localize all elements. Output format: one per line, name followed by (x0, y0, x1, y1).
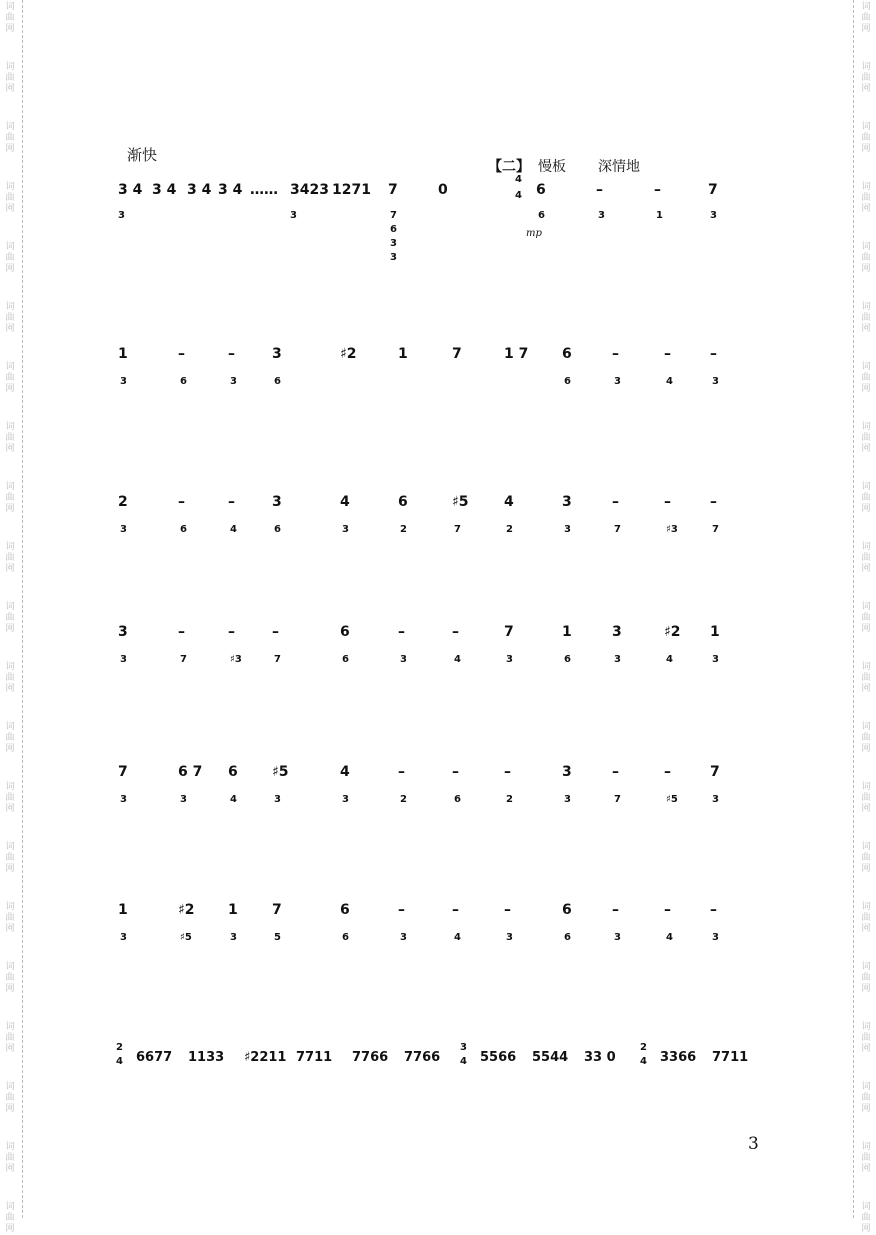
bass-note: 4 (230, 794, 237, 805)
watermark-text: 词 曲 网 (5, 362, 15, 394)
note: – (710, 494, 717, 510)
note: – (452, 624, 459, 640)
note: – (178, 624, 185, 640)
bass-note: 6 (342, 932, 349, 943)
bass-note: 2 (400, 524, 407, 535)
bass-note: 3 (614, 654, 621, 665)
bass-note: 6 (564, 376, 571, 387)
bass-note: 3 (598, 210, 605, 221)
bass-note: ♯3 (230, 654, 242, 665)
note-group: 7711 (712, 1050, 749, 1065)
intro-note: 3 4 (187, 182, 212, 198)
note: – (710, 902, 717, 918)
watermark-text: 词 曲 网 (5, 122, 15, 154)
watermark-text: 词 曲 网 (861, 602, 871, 634)
watermark-text: 词 曲 网 (861, 362, 871, 394)
note-group: 6677 (136, 1050, 173, 1065)
bass-note: 7 (454, 524, 461, 535)
note: 7 (708, 182, 718, 198)
bass-note: 3 (400, 932, 407, 943)
note: – (654, 182, 661, 198)
watermark-text: 词 曲 网 (861, 182, 871, 214)
left-margin-watermark (0, 0, 23, 1234)
note: 4 (340, 494, 350, 510)
watermark-text: 词 曲 网 (5, 1082, 15, 1114)
bass-note: 3 (564, 794, 571, 805)
intro-note: 3423 (290, 182, 329, 198)
bass-note: 3 (342, 794, 349, 805)
intro-note: 3 4 (218, 182, 243, 198)
note: 1 (228, 902, 238, 918)
bass-note: 3 (506, 654, 513, 665)
bass-note: 7 (712, 524, 719, 535)
time-sig-bottom: 4 (460, 1056, 467, 1067)
time-sig-top: 4 (515, 174, 522, 185)
watermark-text: 词 曲 网 (5, 242, 15, 274)
note: 1 (118, 902, 128, 918)
note: – (504, 902, 511, 918)
note: 4 (340, 764, 350, 780)
bass-note: 3 (180, 794, 187, 805)
bass-note: 2 (400, 794, 407, 805)
time-sig-top: 2 (116, 1042, 123, 1053)
expression-marking: 深情地 (598, 159, 640, 175)
watermark-text: 词 曲 网 (5, 782, 15, 814)
bass-note: 3 (506, 932, 513, 943)
note: 6 (340, 902, 350, 918)
note: 1 (398, 346, 408, 362)
intro-note: 7 (388, 182, 398, 198)
note: – (398, 902, 405, 918)
bass-note: 6 (342, 654, 349, 665)
bass-note: 3 (564, 524, 571, 535)
watermark-text: 词 曲 网 (5, 902, 15, 934)
intro-chord-note: 7 (390, 210, 397, 221)
note: – (664, 494, 671, 510)
note: – (452, 902, 459, 918)
note: – (398, 764, 405, 780)
time-sig-bottom: 4 (116, 1056, 123, 1067)
time-sig-bottom: 4 (640, 1056, 647, 1067)
bass-note: 7 (180, 654, 187, 665)
note: – (178, 346, 185, 362)
note: – (178, 494, 185, 510)
watermark-text: 词 曲 网 (861, 2, 871, 34)
watermark-text: 词 曲 网 (5, 602, 15, 634)
bass-note: 3 (400, 654, 407, 665)
note: 4 (504, 494, 514, 510)
intro-bass-note: 3 (118, 210, 125, 221)
note-group: 1133 (188, 1050, 225, 1065)
watermark-text: 词 曲 网 (861, 1142, 871, 1174)
note: 7 (710, 764, 720, 780)
intro-bass-note: 3 (290, 210, 297, 221)
bass-note: ♯5 (180, 932, 192, 943)
bass-note: 6 (180, 376, 187, 387)
watermark-text: 词 曲 网 (861, 1022, 871, 1054)
note: – (228, 494, 235, 510)
note: 3 (612, 624, 622, 640)
note: 7 (272, 902, 282, 918)
bass-note: 3 (120, 654, 127, 665)
time-sig-top: 2 (640, 1042, 647, 1053)
watermark-text: 词 曲 网 (5, 302, 15, 334)
bass-note: 3 (712, 794, 719, 805)
note: – (452, 764, 459, 780)
intro-label: 渐快 (127, 146, 158, 164)
right-margin-watermark (853, 0, 876, 1234)
watermark-text: 词 曲 网 (5, 842, 15, 874)
page-number: 3 (748, 1134, 759, 1154)
intro-note: …… (250, 182, 278, 198)
note: – (664, 902, 671, 918)
note: – (504, 764, 511, 780)
bass-note: 6 (180, 524, 187, 535)
watermark-text: 词 曲 网 (5, 962, 15, 994)
note-group: 33 0 (584, 1050, 616, 1065)
bass-note: 3 (230, 932, 237, 943)
watermark-text: 词 曲 网 (5, 482, 15, 514)
watermark-text: 词 曲 网 (861, 1082, 871, 1114)
note: – (612, 346, 619, 362)
note: 7 (118, 764, 128, 780)
note-group: ♯2211 (244, 1050, 287, 1065)
watermark-text: 词 曲 网 (861, 902, 871, 934)
bass-note: 6 (564, 654, 571, 665)
note: 2 (118, 494, 128, 510)
bass-note: 4 (666, 932, 673, 943)
dynamic-marking: mp (526, 228, 542, 239)
bass-note: 3 (614, 376, 621, 387)
bass-note: 3 (712, 654, 719, 665)
bass-note: 3 (712, 376, 719, 387)
bass-note: 3 (614, 932, 621, 943)
bass-note: 4 (454, 654, 461, 665)
watermark-text: 词 曲 网 (5, 182, 15, 214)
watermark-text: 词 曲 网 (861, 1202, 871, 1234)
bass-note: ♯3 (666, 524, 678, 535)
note: 6 (398, 494, 408, 510)
tempo-marking: 慢板 (538, 159, 566, 175)
note: 3 (562, 494, 572, 510)
bass-note: 3 (120, 932, 127, 943)
watermark-text: 词 曲 网 (5, 1202, 15, 1234)
bass-note: 3 (120, 794, 127, 805)
bass-note: 7 (274, 654, 281, 665)
note-group: 7766 (404, 1050, 441, 1065)
intro-note: 3 4 (152, 182, 177, 198)
note: 1 (118, 346, 128, 362)
note: 1 (710, 624, 720, 640)
watermark-text: 词 曲 网 (861, 842, 871, 874)
note: 6 (562, 346, 572, 362)
note: ♯2 (340, 346, 357, 362)
bass-note: 4 (454, 932, 461, 943)
note: – (398, 624, 405, 640)
note-group: 5566 (480, 1050, 517, 1065)
bass-note: 3 (120, 376, 127, 387)
bass-note: 4 (666, 376, 673, 387)
note: 3 (562, 764, 572, 780)
note: – (710, 346, 717, 362)
note: 1 (562, 624, 572, 640)
watermark-text: 词 曲 网 (5, 722, 15, 754)
bass-note: 7 (614, 524, 621, 535)
note: ♯5 (272, 764, 289, 780)
intro-chord-note: 3 (390, 252, 397, 263)
intro-note: 0 (438, 182, 448, 198)
note: – (228, 346, 235, 362)
watermark-text: 词 曲 网 (861, 662, 871, 694)
intro-note: 3 4 (118, 182, 143, 198)
note-group: 5544 (532, 1050, 569, 1065)
note: – (612, 902, 619, 918)
watermark-text: 词 曲 网 (861, 302, 871, 334)
note: – (612, 764, 619, 780)
bass-note: 7 (614, 794, 621, 805)
watermark-text: 词 曲 网 (861, 62, 871, 94)
bass-note: 6 (274, 524, 281, 535)
bass-note: 3 (230, 376, 237, 387)
watermark-text: 词 曲 网 (861, 482, 871, 514)
bass-note: 4 (230, 524, 237, 535)
note: ♯2 (664, 624, 681, 640)
bass-note: 6 (538, 210, 545, 221)
watermark-text: 词 曲 网 (861, 962, 871, 994)
note: – (664, 346, 671, 362)
time-sig-bottom: 4 (515, 190, 522, 201)
bass-note: 3 (710, 210, 717, 221)
watermark-text: 词 曲 网 (5, 422, 15, 454)
note: 3 (272, 494, 282, 510)
note: 3 (272, 346, 282, 362)
note: – (272, 624, 279, 640)
intro-chord-note: 3 (390, 238, 397, 249)
note: – (664, 764, 671, 780)
bass-note: 1 (656, 210, 663, 221)
watermark-text: 词 曲 网 (861, 242, 871, 274)
bass-note: 2 (506, 524, 513, 535)
note: 6 (228, 764, 238, 780)
watermark-text: 词 曲 网 (861, 542, 871, 574)
bass-note: 4 (666, 654, 673, 665)
watermark-text: 词 曲 网 (5, 542, 15, 574)
bass-note: 6 (274, 376, 281, 387)
watermark-text: 词 曲 网 (5, 1022, 15, 1054)
time-sig-top: 3 (460, 1042, 467, 1053)
watermark-text: 词 曲 网 (861, 722, 871, 754)
bass-note: 3 (712, 932, 719, 943)
note: 6 (340, 624, 350, 640)
watermark-text: 词 曲 网 (5, 1142, 15, 1174)
watermark-text: 词 曲 网 (861, 422, 871, 454)
note: ♯2 (178, 902, 195, 918)
bass-note: ♯5 (666, 794, 678, 805)
watermark-text: 词 曲 网 (5, 2, 15, 34)
watermark-text: 词 曲 网 (5, 62, 15, 94)
bass-note: 3 (120, 524, 127, 535)
note-group: 3366 (660, 1050, 697, 1065)
section-title: 【二】 (488, 159, 530, 175)
bass-note: 6 (454, 794, 461, 805)
watermark-text: 词 曲 网 (5, 662, 15, 694)
bass-note: 2 (506, 794, 513, 805)
note: 7 (504, 624, 514, 640)
note-group: 7711 (296, 1050, 333, 1065)
note: 1 7 (504, 346, 529, 362)
intro-chord-note: 6 (390, 224, 397, 235)
intro-note: 1271 (332, 182, 371, 198)
bass-note: 3 (342, 524, 349, 535)
note: ♯5 (452, 494, 469, 510)
note: 6 7 (178, 764, 203, 780)
bass-note: 5 (274, 932, 281, 943)
watermark-text: 词 曲 网 (861, 122, 871, 154)
note: – (612, 494, 619, 510)
note: 7 (452, 346, 462, 362)
note: 6 (562, 902, 572, 918)
note: – (596, 182, 603, 198)
note-group: 7766 (352, 1050, 389, 1065)
note: 6 (536, 182, 546, 198)
watermark-text: 词 曲 网 (861, 782, 871, 814)
bass-note: 3 (274, 794, 281, 805)
note: – (228, 624, 235, 640)
bass-note: 6 (564, 932, 571, 943)
note: 3 (118, 624, 128, 640)
